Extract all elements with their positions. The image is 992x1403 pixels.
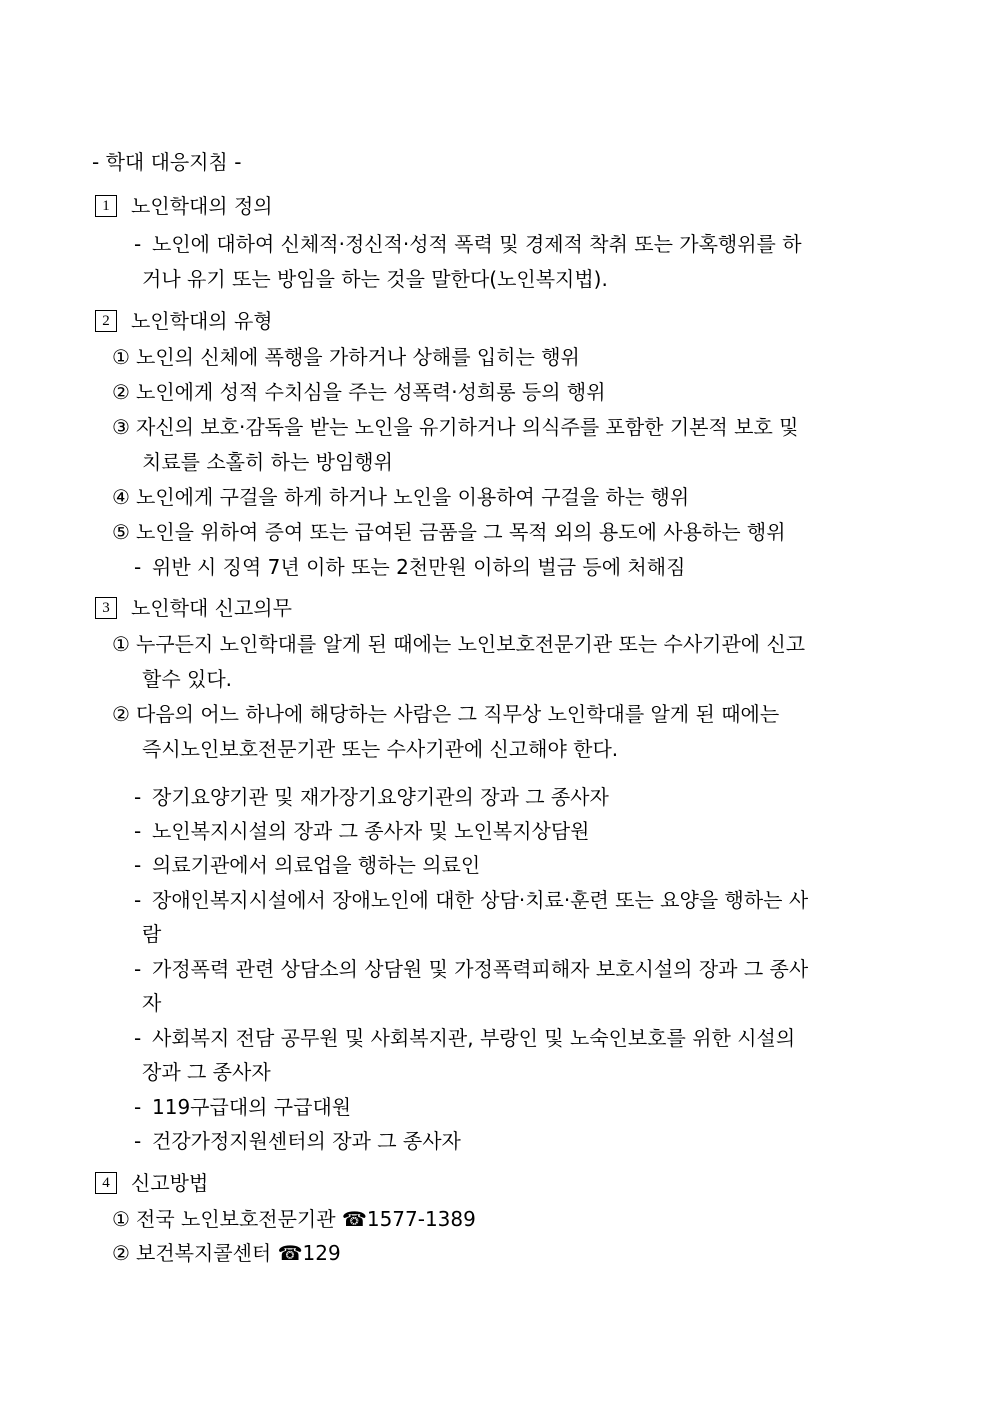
section-3-heading [95,596,292,621]
list-item [112,702,779,726]
section-number-box: 4 [95,1172,117,1194]
dash-marker: - [134,1129,142,1153]
section-1-heading [95,194,273,219]
item-text: 자신의 보호·감독을 받는 노인을 유기하거나 의식주를 포함한 기본적 보호 및 [136,415,799,439]
item-marker: ① [112,345,130,369]
item-marker: ⑤ [112,520,130,544]
obligated-text: 건강가정지원센터의 장과 그 종사자 [152,1129,461,1153]
phone-icon: ☎ [341,1207,367,1231]
list-item [112,380,606,404]
item-text: 노인을 위하여 증여 또는 급여된 금품을 그 목적 외의 용도에 사용하는 행위 [136,520,786,544]
item-marker: ④ [112,485,130,509]
dash-marker: - [134,785,142,809]
list-item-continuation: 즉시노인보호전문기관 또는 수사기관에 신고해야 한다. [142,737,619,761]
page-title: - 학대 대응지침 - [92,150,242,174]
obligated-item [134,853,480,877]
obligated-item [134,1129,461,1153]
dash-marker: - [134,888,142,912]
section-number-box: 3 [95,597,117,619]
obligated-continuation: 람 [142,922,162,946]
phone-number: 129 [302,1241,341,1265]
obligated-text: 사회복지 전담 공무원 및 사회복지관, 부랑인 및 노숙인보호를 위한 시설의 [152,1026,796,1050]
item-text: 노인의 신체에 폭행을 가하거나 상해를 입히는 행위 [136,345,580,369]
item-text: 노인에게 성적 수치심을 주는 성폭력·성희롱 등의 행위 [136,380,606,404]
dash-marker: - [134,232,142,256]
obligated-continuation: 장과 그 종사자 [142,1060,271,1084]
contact-name: 보건복지콜센터 [136,1241,278,1265]
section-heading-text: 신고방법 [131,1171,209,1195]
dash-marker: - [134,1095,142,1119]
obligated-text: 가정폭력 관련 상담소의 상담원 및 가정폭력피해자 보호시설의 장과 그 종사 [152,957,809,981]
obligated-item [134,1026,795,1050]
obligated-text: 장기요양기관 및 재가장기요양기관의 장과 그 종사자 [152,785,609,809]
section-4-heading [95,1171,208,1196]
item-marker: ② [112,1241,130,1265]
obligated-text: 장애인복지시설에서 장애노인에 대한 상담·치료·훈련 또는 요양을 행하는 사 [152,888,809,912]
item-marker: ③ [112,415,130,439]
item-marker: ② [112,702,130,726]
obligated-text: 119구급대의 구급대원 [152,1095,352,1119]
penalty-text: 위반 시 징역 7년 이하 또는 2천만원 이하의 벌금 등에 처해짐 [152,555,686,579]
dash-marker: - [134,957,142,981]
obligated-text: 노인복지시설의 장과 그 종사자 및 노인복지상담원 [152,819,590,843]
item-text: 누구든지 노인학대를 알게 된 때에는 노인보호전문기관 또는 수사기관에 신고 [136,632,806,656]
definition-line-2: 거나 유기 또는 방임을 하는 것을 말한다(노인복지법). [142,267,608,291]
contact-name: 전국 노인보호전문기관 [136,1207,342,1231]
section-2-heading [95,309,273,334]
definition-text: 노인에 대하여 신체적·정신적·성적 폭력 및 경제적 착취 또는 가혹행위를 하 [152,232,802,256]
contact-item [112,1207,476,1231]
obligated-item [134,785,609,809]
section-heading-text: 노인학대의 정의 [131,194,273,218]
list-item [112,485,689,509]
section-number-box: 1 [95,195,117,217]
obligated-text: 의료기관에서 의료업을 행하는 의료인 [152,853,481,877]
obligated-item [134,957,808,981]
obligated-item [134,1095,351,1119]
dash-marker: - [134,819,142,843]
phone-number: 1577-1389 [366,1207,476,1231]
list-item [112,415,799,439]
obligated-continuation: 자 [142,991,162,1015]
list-item-continuation: 할수 있다. [142,667,232,691]
dash-marker: - [134,555,142,579]
section-heading-text: 노인학대의 유형 [131,309,273,333]
definition-line-1 [134,232,904,256]
phone-icon: ☎ [277,1241,303,1265]
dash-marker: - [134,853,142,877]
list-item [112,520,786,544]
obligated-item [134,888,808,912]
item-marker: ① [112,1207,130,1231]
section-number-box: 2 [95,310,117,332]
penalty-note [134,555,685,579]
list-item-continuation: 치료를 소홀히 하는 방임행위 [142,450,393,474]
list-item [112,345,580,369]
item-marker: ② [112,380,130,404]
item-marker: ① [112,632,130,656]
section-heading-text: 노인학대 신고의무 [131,596,292,620]
obligated-item [134,819,590,843]
item-text: 노인에게 구걸을 하게 하거나 노인을 이용하여 구걸을 하는 행위 [136,485,690,509]
item-text: 다음의 어느 하나에 해당하는 사람은 그 직무상 노인학대를 알게 된 때에는 [136,702,780,726]
dash-marker: - [134,1026,142,1050]
contact-item [112,1241,341,1265]
list-item [112,632,805,656]
